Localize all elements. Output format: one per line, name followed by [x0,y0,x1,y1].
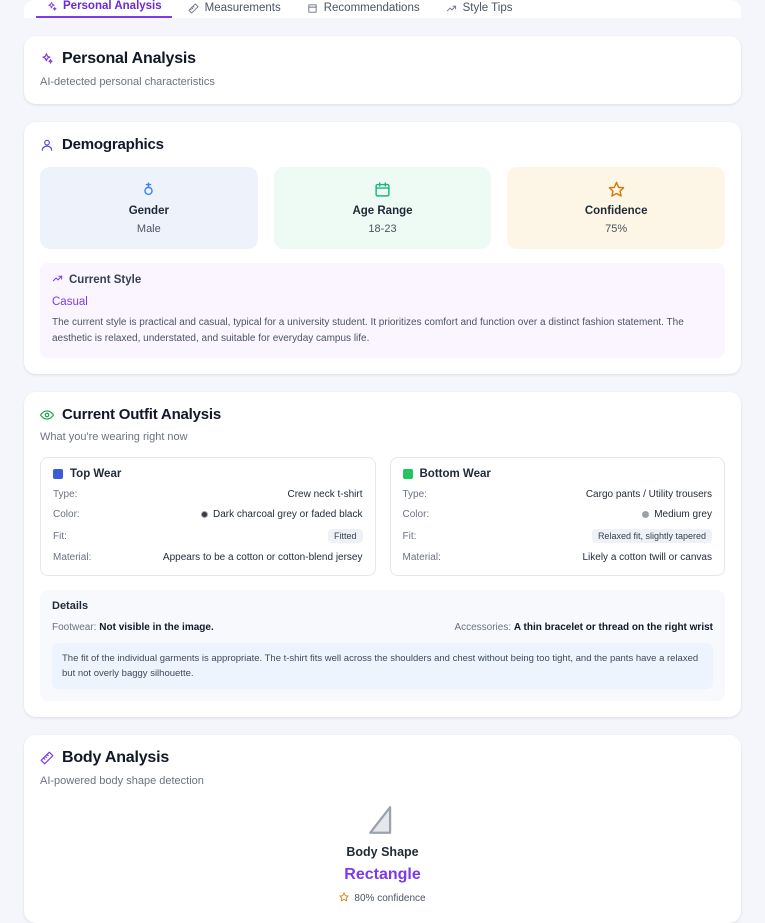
outfit-analysis-title [40,406,725,423]
trending-up-icon [52,273,63,287]
field-value: Appears to be a cotton or cotton-blend jersey [162,552,363,563]
field-label: Color: [53,509,80,520]
field-value: Likely a cotton twill or canvas [582,552,712,563]
demographic-value: 75% [605,223,628,235]
body-shape-value: Rectangle [344,866,421,884]
top-wear-panel [40,457,376,576]
body-shape-label: Body Shape [346,845,419,860]
tab-label: Style Tips [462,2,513,14]
star-icon [515,179,717,199]
demographic-label: Confidence [584,205,648,217]
confidence-text: 80% confidence [354,893,426,905]
personal-analysis-card [24,36,741,104]
current-style-name: Casual [52,296,88,308]
bottom-wear-swatch-icon [403,469,413,479]
bottom-wear-type-row [403,489,713,500]
bottom-wear-material-row [403,552,713,563]
field-value-chip: Relaxed fit, slightly tapered [592,529,712,543]
trending-up-icon [446,3,457,14]
calendar-icon [282,179,484,199]
field-label: Fit: [402,530,417,542]
body-shape-result [40,803,725,907]
field-label: Material: [402,552,441,563]
outfit-analysis-card [24,392,741,717]
field-label: Material: [53,552,92,563]
demographic-label: Age Range [352,205,413,217]
body-analysis-title [40,749,725,767]
demographic-value: Male [136,223,161,235]
demographic-box-gender [40,167,258,249]
demographic-label: Gender [128,205,169,217]
analysis-tabbar [24,0,741,18]
sparkles-icon [40,52,54,66]
current-style-box [40,263,725,358]
body-analysis-subtitle: AI-powered body shape detection [40,775,204,788]
field-label: Color: [402,509,430,520]
top-wear-label: Top Wear [70,468,122,480]
field-value: Dark charcoal grey or faded black [212,509,363,520]
top-wear-swatch-icon [53,469,63,479]
tab-label: Personal Analysis [63,0,162,12]
current-style-description: The current style is practical and casual, typical for a university student. It prioritizes comfort and function over a distinct fashion statement. The aesthetic is relaxed, understated, and suitable for everyday campus life. [52,317,684,344]
details-row [52,622,713,633]
body-shape-confidence [339,892,425,905]
top-wear-heading [53,468,363,480]
field-value: Medium grey [654,509,712,520]
page-title: Personal Analysis [62,50,196,67]
field-label: Type: [53,489,78,500]
footwear-label: Footwear: [52,622,97,633]
field-value-chip: Fitted [328,529,363,543]
footwear-value: Not visible in the image. [99,622,214,633]
fit-note: The fit of the individual garments is appropriate. The t-shirt fits well across the shoulders and chest without being too tight, and the pants have a relaxed but not overly baggy silhouette. [52,643,713,689]
color-swatch-icon [642,511,649,518]
demographics-card [24,122,741,374]
outfit-details-panel [40,590,725,701]
ruler-icon [40,751,54,765]
user-icon [40,138,54,152]
demographics-grid [40,167,725,249]
current-style-heading [52,273,713,287]
current-style-label: Current Style [69,274,142,286]
accessories-value: A thin bracelet or thread on the right wrist [513,622,713,633]
personal-analysis-subtitle: AI-detected personal characteristics [40,76,215,88]
bottom-wear-heading [403,468,713,480]
tab-measurements[interactable] [178,0,291,18]
field-label: Fit: [53,530,67,542]
tab-style-tips[interactable] [436,0,523,18]
bottom-wear-fit-row [403,529,713,543]
star-icon [339,892,349,905]
field-value: Crew neck t-shirt [287,489,363,500]
field-label: Type: [402,489,427,500]
top-wear-type-row [53,489,363,500]
tab-recommendations[interactable] [297,0,430,18]
tab-label: Recommendations [323,2,420,14]
outfit-grid [40,457,725,576]
demographic-box-confidence [507,167,725,249]
accessories-label: Accessories: [454,622,512,633]
body-shape-icon [40,803,725,837]
personal-analysis-title [40,50,725,68]
body-analysis-card [24,735,741,923]
top-wear-color-row [53,509,363,520]
tab-label: Measurements [204,2,281,14]
color-swatch-icon [201,511,208,518]
demographics-title [40,136,725,153]
bottom-wear-color-row [403,509,713,520]
gender-icon [48,179,250,199]
section-title: Demographics [62,136,164,153]
bottom-wear-panel [390,457,726,576]
section-title: Body Analysis [62,749,170,767]
details-heading: Details [52,600,89,612]
top-wear-material-row [53,552,363,563]
shirt-icon [307,3,318,14]
bottom-wear-label: Bottom Wear [419,468,491,480]
field-value: Cargo pants / Utility trousers [585,489,712,500]
demographic-value: 18-23 [368,223,397,235]
sparkles-icon [46,1,57,12]
ruler-icon [188,3,199,14]
section-title: Current Outfit Analysis [62,406,222,423]
demographic-box-age-range [274,167,492,249]
eye-icon [40,408,54,422]
outfit-analysis-subtitle: What you're wearing right now [40,431,188,443]
top-wear-fit-row [53,529,363,543]
tab-personal-analysis[interactable] [36,0,172,18]
